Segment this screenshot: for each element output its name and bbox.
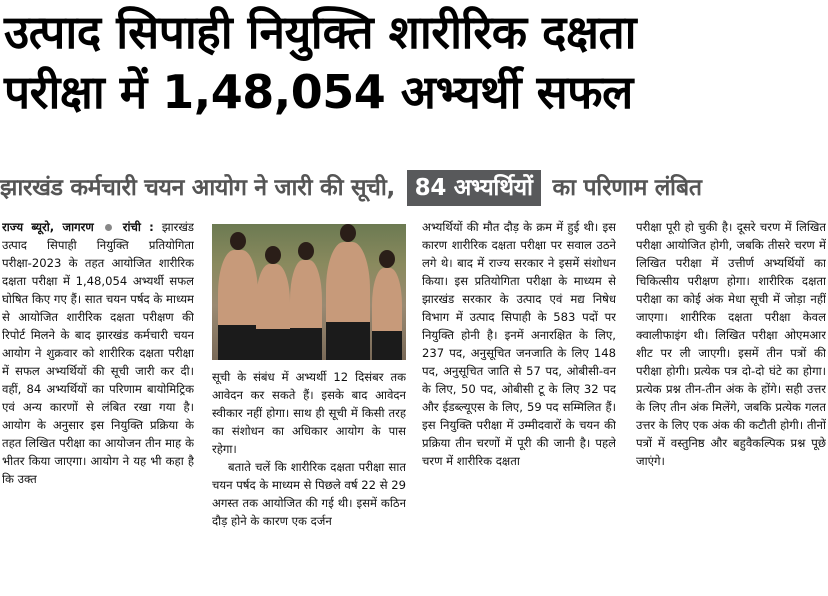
column-1-text: झारखंड उत्पाद सिपाही नियुक्ति प्रतियोगिता परीक्षा-2023 के तहत आयोजित शारीरिक दक्षता परीक्षा में 1,48,054 अभ्यर्थी सफल घोषित किए गए हैं। सात चयन पर्षद के माध्यम से आयोजित शारीरिक दक्षता परीक्षण की रिपोर्ट मिलने के बाद झारखंड कर्मचारी चयन आयोग ने शुक्रवार को शारीरिक दक्षता परीक्षा में सफल अभ्यर्थियों की सूची जारी कर दी। वहीं, 84 अभ्यर्थियों का परिणाम बायोमिट्रिक एवं अन्य कारणों से लंबित रखा गया है। आयोग के अनुसार इस नियुक्ति प्रक्रिया के तहत लिखित परीक्षा का आयोजन तीन माह के भीतर किया जाएगा। आयोग ने यह भी कहा है कि उक्त: [2, 220, 194, 486]
news-photo-runners: [212, 224, 406, 360]
runner-figure: [290, 260, 322, 360]
column-3-text: अभ्यर्थियों की मौत दौड़ के क्रम में हुई थी। इस कारण शारीरिक दक्षता परीक्षा पर सवाल उठने लगे थे। बाद में राज्य सरकार ने इसमें संशोधन किया। इस प्रतियोगिता परीक्षा के माध्यम से झारखंड सरकार के उत्पाद एवं मद्य निषेध विभाग में उत्पाद सिपाही के 583 पदों पर नियुक्ति होनी है। इनमें अनारक्षित के लिए, 237 पद, अनुसूचित जनजाति के लिए 148 पद, अनुसूचित जाति से 57 पद, ओबीसी-वन के लिए, 50 पद, ओबीसी टू के लिए 32 पद और ईडब्ल्यूएस के लिए, 59 पद सम्मिलित हैं। इस नियुक्ति परीक्षा में उम्मीदवारों के चयन की प्रक्रिया तीन चरणों में पूरी की जानी है। पहले चरण में शारीरिक दक्षता: [422, 220, 616, 468]
column-2-paragraph-1: सूची के संबंध में अभ्यर्थी 12 दिसंबर तक आवेदन कर सकते हैं। इसके बाद आवेदन स्वीकार नहीं होगा। साथ ही सूची में किसी तरह का संशोधन का अधिकार आयोग के पास रहेगा।: [212, 370, 406, 456]
headline: [4, 2, 824, 122]
article-column-1: [2, 218, 194, 596]
runner-figure: [256, 264, 290, 360]
runner-figure: [326, 242, 370, 360]
column-2-paragraph-2: बताते चलें कि शारीरिक दक्षता परीक्षा सात चयन पर्षद के माध्यम से पिछले वर्ष 22 से 29 अगस्त तक आयोजित की गई थी। इसमें कठिन दौड़ होने के कारण एक दर्जन: [212, 460, 406, 528]
dateline-place: रांची :: [122, 220, 154, 234]
subheadline: [0, 166, 828, 210]
article-column-2: [212, 368, 406, 596]
runner-figure: [218, 250, 258, 360]
subhead-text-before: झारखंड कर्मचारी चयन आयोग ने जारी की सूची,: [0, 175, 395, 201]
runner-figure: [372, 268, 402, 360]
article-column-4: [636, 218, 826, 596]
headline-line-1: उत्पाद सिपाही नियुक्ति शारीरिक दक्षता: [4, 5, 637, 59]
article-column-3: [422, 218, 616, 596]
column-4-text: परीक्षा पूरी हो चुकी है। दूसरे चरण में लिखित परीक्षा आयोजित होगी, जबकि तीसरे चरण में लिखित परीक्षा में उत्तीर्ण अभ्यर्थियों का चिकित्सीय परीक्षण होगा। शारीरिक दक्षता परीक्षा का कोई अंक मेधा सूची में जोड़ा नहीं जाएगा। शारीरिक दक्षता परीक्षा केवल क्वालीफाइंग थी। लिखित परीक्षा ओएमआर शीट पर ली जाएगी। इसमें तीन पत्रों की परीक्षा होगी। प्रत्येक पत्र दो-दो घंटे का होगा। प्रत्येक प्रश्न तीन-तीन अंक के होंगे। सही उत्तर के लिए तीन अंक मिलेंगे, जबकि प्रत्येक गलत उत्तर के लिए एक अंक की कटौती होगी। तीनों पत्रों में वस्तुनिष्ठ और बहुवैकल्पिक प्रश्न पूछे जाएंगे।: [636, 220, 826, 468]
subhead-highlight: 84 अभ्यर्थियों: [407, 170, 541, 206]
bullet-dot-icon: [105, 224, 112, 231]
subhead-text-after: का परिणाम लंबित: [552, 175, 702, 201]
dateline-source: राज्य ब्यूरो, जागरण: [2, 220, 94, 234]
headline-line-2: परीक्षा में 1,48,054 अभ्यर्थी सफल: [4, 65, 633, 119]
